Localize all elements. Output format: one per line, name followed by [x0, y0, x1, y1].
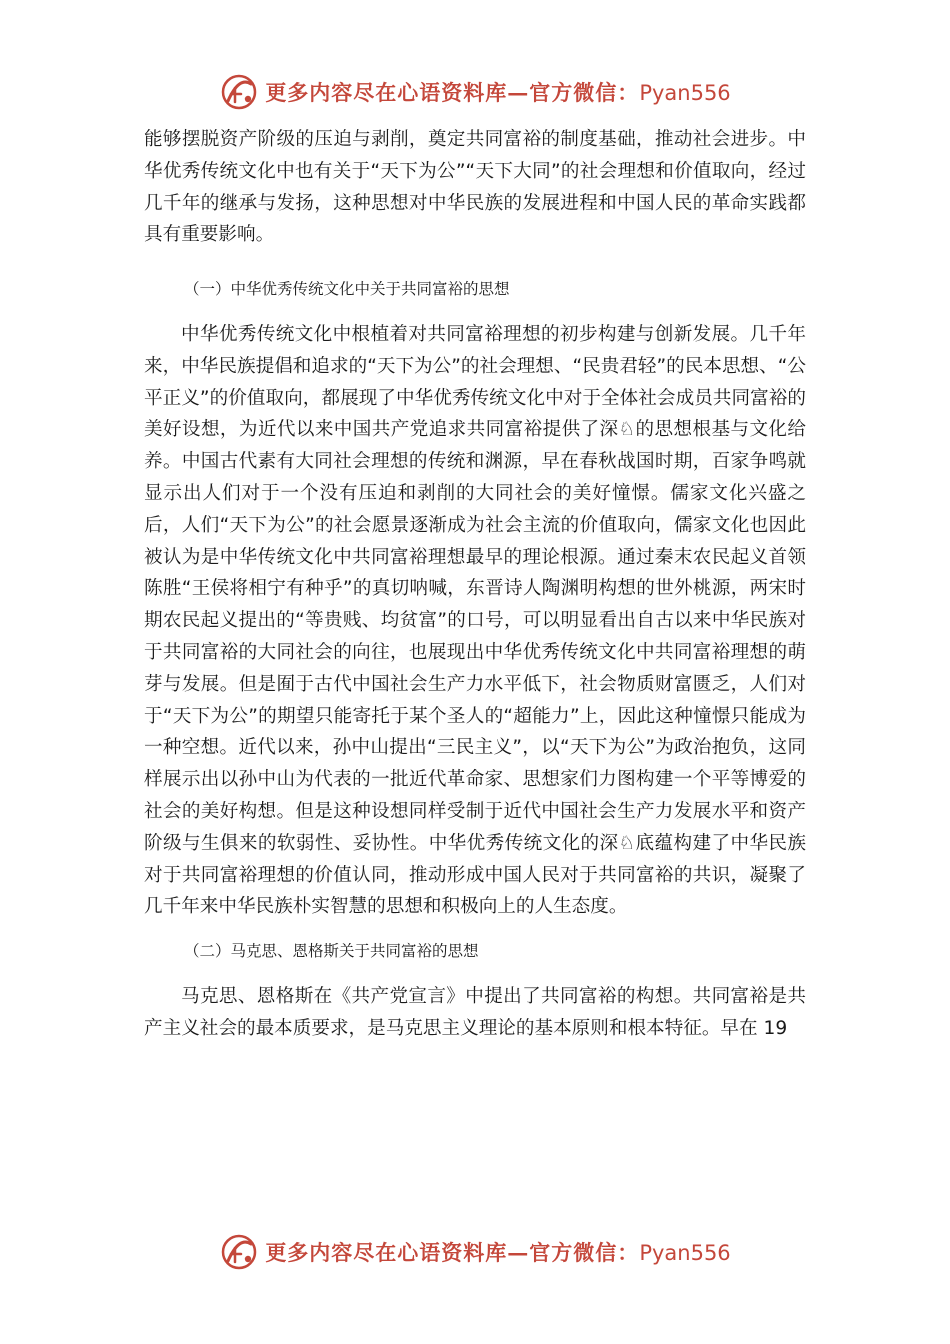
footer-text: 更多内容尽在心语资料库—官方微信：Pyan556 — [265, 1240, 731, 1265]
header-text: 更多内容尽在心语资料库—官方微信：Pyan556 — [265, 80, 731, 105]
header-banner — [0, 70, 950, 114]
paragraph-traditional-culture: 中华优秀传统文化中根植着对共同富裕理想的初步构建与创新发展。几千年来，中华民族提倡和追求的“天下为公”的社会理想、“民贵君轻”的民本思想、“公平正义”的价值取向，都展现了中华优秀传统文化中对于全体社会成员共同富裕的美好设想，为近代以来中国共产党追求共同富裕提供了深♘的思想根基与文化给养。中国古代素有大同社会理想的传统和渊源，早在春秋战国时期，百家争鸣就显示出人们对于一个没有压迫和剥削的大同社会的美好憧憬。儒家文化兴盛之后，人们“天下为公”的社会愿景逐渐成为社会主流的价值取向，儒家文化也因此被认为是中华传统文化中共同富裕理想最早的理论根源。通过秦末农民起义首领陈胜“王侯将相宁有种乎”的真切呐喊，东晋诗人陶渊明构想的世外桃源，两宋时期农民起义提出的“等贵贱、均贫富”的口号，可以明显看出自古以来中华民族对于共同富裕的大同社会的向往，也展现出中华优秀传统文化中共同富裕理想的萌芽与发展。但是囿于古代中国社会生产力水平低下，社会物质财富匮乏，人们对于“天下为公”的期望只能寄托于某个圣人的“超能力”上，因此这种憧憬只能成为一种空想。近代以来，孙中山提出“三民主义”，以“天下为公”为政治抱负，这同样展示出以孙中山为代表的一批近代革命家、思想家们力图构建一个平等博爱的社会的美好构想。但是这种设想同样受制于近代中国社会生产力发展水平和资产阶级与生俱来的软弱性、妥协性。中华优秀传统文化的深♘底蕴构建了中华民族对于共同富裕理想的价值认同，推动形成中国人民对于共同富裕的共识，凝聚了几千年来中华民族朴实智慧的思想和积极向上的人生态度。 — [144, 323, 806, 918]
document-body — [144, 124, 806, 1045]
section-heading-2: （二）马克思、恩格斯关于共同富裕的思想 — [184, 942, 479, 961]
header-wechat-id: Pyan556 — [639, 81, 731, 105]
section-heading-1: （一）中华优秀传统文化中关于共同富裕的思想 — [184, 280, 510, 299]
logo-icon — [219, 1232, 259, 1272]
paragraph-continued: 能够摆脱资产阶级的压迫与剥削，奠定共同富裕的制度基础，推动社会进步。中华优秀传统文化中也有关于“天下为公”“天下大同”的社会理想和价值取向，经过几千年的继承与发扬，这种思想对中华民族的发展进程和中国人民的革命实践都具有重要影响。 — [144, 129, 806, 246]
footer-wechat-id: Pyan556 — [639, 1241, 731, 1265]
paragraph-marx-engels: 马克思、恩格斯在《共产党宣言》中提出了共同富裕的构想。共同富裕是共产主义社会的最本质要求，是马克思主义理论的基本原则和根本特征。早在 19 — [144, 985, 806, 1039]
logo-icon — [219, 72, 259, 112]
footer-banner — [0, 1230, 950, 1274]
